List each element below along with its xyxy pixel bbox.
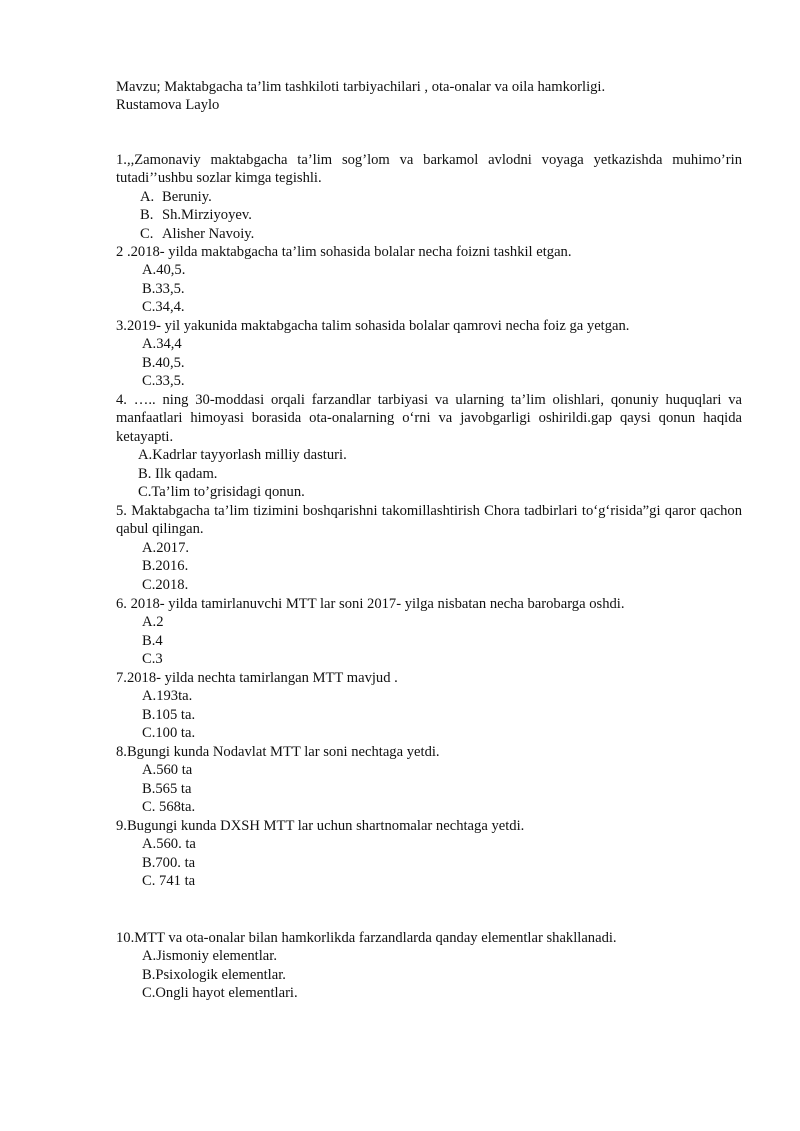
question-text: 9.Bugungi kunda DXSH MTT lar uchun shartnomalar nechtaga yetdi. (116, 818, 525, 834)
option-b: B.2016. (142, 558, 189, 575)
question-text: 5. Maktabgacha ta’lim tizimini boshqarishni takomillashtirish Chora tadbirlari to‘g‘risida”gi qaror qachon qabul qilingan. (116, 503, 742, 538)
question-text: 10.MTT va ota-onalar bilan hamkorlikda farzandlarda qanday elementlar shakllanadi. (116, 930, 617, 946)
option-c: C.33,5. (142, 373, 185, 390)
option-b: B.40,5. (142, 354, 185, 371)
question-text: 1.,,Zamonaviy maktabgacha ta’lim sog’lom va barkamol avlodni voyaga yetkazishda muhimo’rin tutadi’’ushbu sozlar kimga tegishli. (116, 152, 742, 187)
option-c: C.Ongli hayot elementlari. (142, 985, 298, 1002)
option-c: C.Ta’lim to’grisidagi qonun. (138, 484, 305, 501)
question-text: 3.2019- yil yakunida maktabgacha talim sohasida bolalar qamrovi necha foiz ga yetgan. (116, 318, 630, 334)
question-8 (116, 743, 742, 817)
option-b: B.4 (142, 632, 163, 649)
option-a: A.2 (142, 614, 164, 631)
option-list (116, 261, 742, 316)
option-a: A.193ta. (142, 688, 193, 705)
option-a: A.Jismoniy elementlar. (142, 948, 277, 965)
option-c: C. 741 ta (142, 873, 196, 890)
option-list (116, 687, 742, 742)
option-list (116, 335, 742, 390)
question-4 (116, 391, 742, 501)
option-b: B.33,5. (142, 280, 185, 297)
topic-line: Mavzu; Maktabgacha ta’lim tashkiloti tarbiyachilari , ota-onalar va oila hamkorligi. (116, 79, 606, 95)
option-list (116, 835, 742, 890)
option-list (116, 947, 742, 1002)
option-list (116, 613, 742, 668)
question-text: 2 .2018- yilda maktabgacha ta’lim sohasida bolalar necha foizni tashkil etgan. (116, 244, 572, 260)
option-b: B.Psixologik elementlar. (142, 966, 286, 983)
question-text: 8.Bgungi kunda Nodavlat MTT lar soni nechtaga yetdi. (116, 744, 440, 760)
option-c: C.100 ta. (142, 725, 196, 742)
question-text: 6. 2018- yilda tamirlanuvchi MTT lar soni 2017- yilga nisbatan necha barobarga oshdi. (116, 596, 625, 612)
option-list (116, 188, 742, 243)
option-b: B.700. ta (142, 854, 196, 871)
option-c: C.3 (142, 651, 163, 668)
option-a: A.560 ta (142, 762, 193, 779)
option-a: A.2017. (142, 539, 190, 556)
question-6 (116, 595, 742, 669)
question-10 (116, 929, 742, 1003)
question-text: 4. ….. ning 30-moddasi orqali farzandlar tarbiyasi va ularning ta’lim olishlari, qonuniy huquqlari va manfaatlari himoyasi borasida ota-onalarning o‘rni va javobgarligi oshirildi.gap qaysi qonun haqida ketayapti. (116, 392, 742, 445)
question-3 (116, 317, 742, 391)
option-c: C. 568ta. (142, 799, 196, 816)
question-9 (116, 817, 742, 891)
option-c: C.34,4. (142, 299, 185, 316)
author-line: Rustamova Laylo (116, 97, 220, 114)
option-a: A.34,4 (142, 336, 182, 353)
question-text: 7.2018- yilda nechta tamirlangan MTT mavjud . (116, 670, 398, 686)
option-c: C.2018. (142, 576, 189, 593)
option-list (116, 539, 742, 594)
option-a: A.40,5. (142, 262, 186, 279)
option-a: A.Kadrlar tayyorlash milliy dasturi. (138, 447, 347, 464)
question-2 (116, 243, 742, 317)
option-list (116, 446, 742, 501)
option-a: A. Beruniy. (140, 188, 212, 205)
question-7 (116, 669, 742, 743)
option-a: A.560. ta (142, 836, 196, 853)
question-5 (116, 502, 742, 594)
question-1 (116, 151, 742, 243)
option-list (116, 761, 742, 816)
document-header (116, 78, 746, 115)
option-b: B. Sh.Mirziyoyev. (140, 207, 252, 224)
option-b: B. Ilk qadam. (138, 465, 218, 482)
option-c: C. Alisher Navoiy. (140, 225, 255, 242)
option-b: B.565 ta (142, 780, 192, 797)
option-b: B.105 ta. (142, 706, 196, 723)
